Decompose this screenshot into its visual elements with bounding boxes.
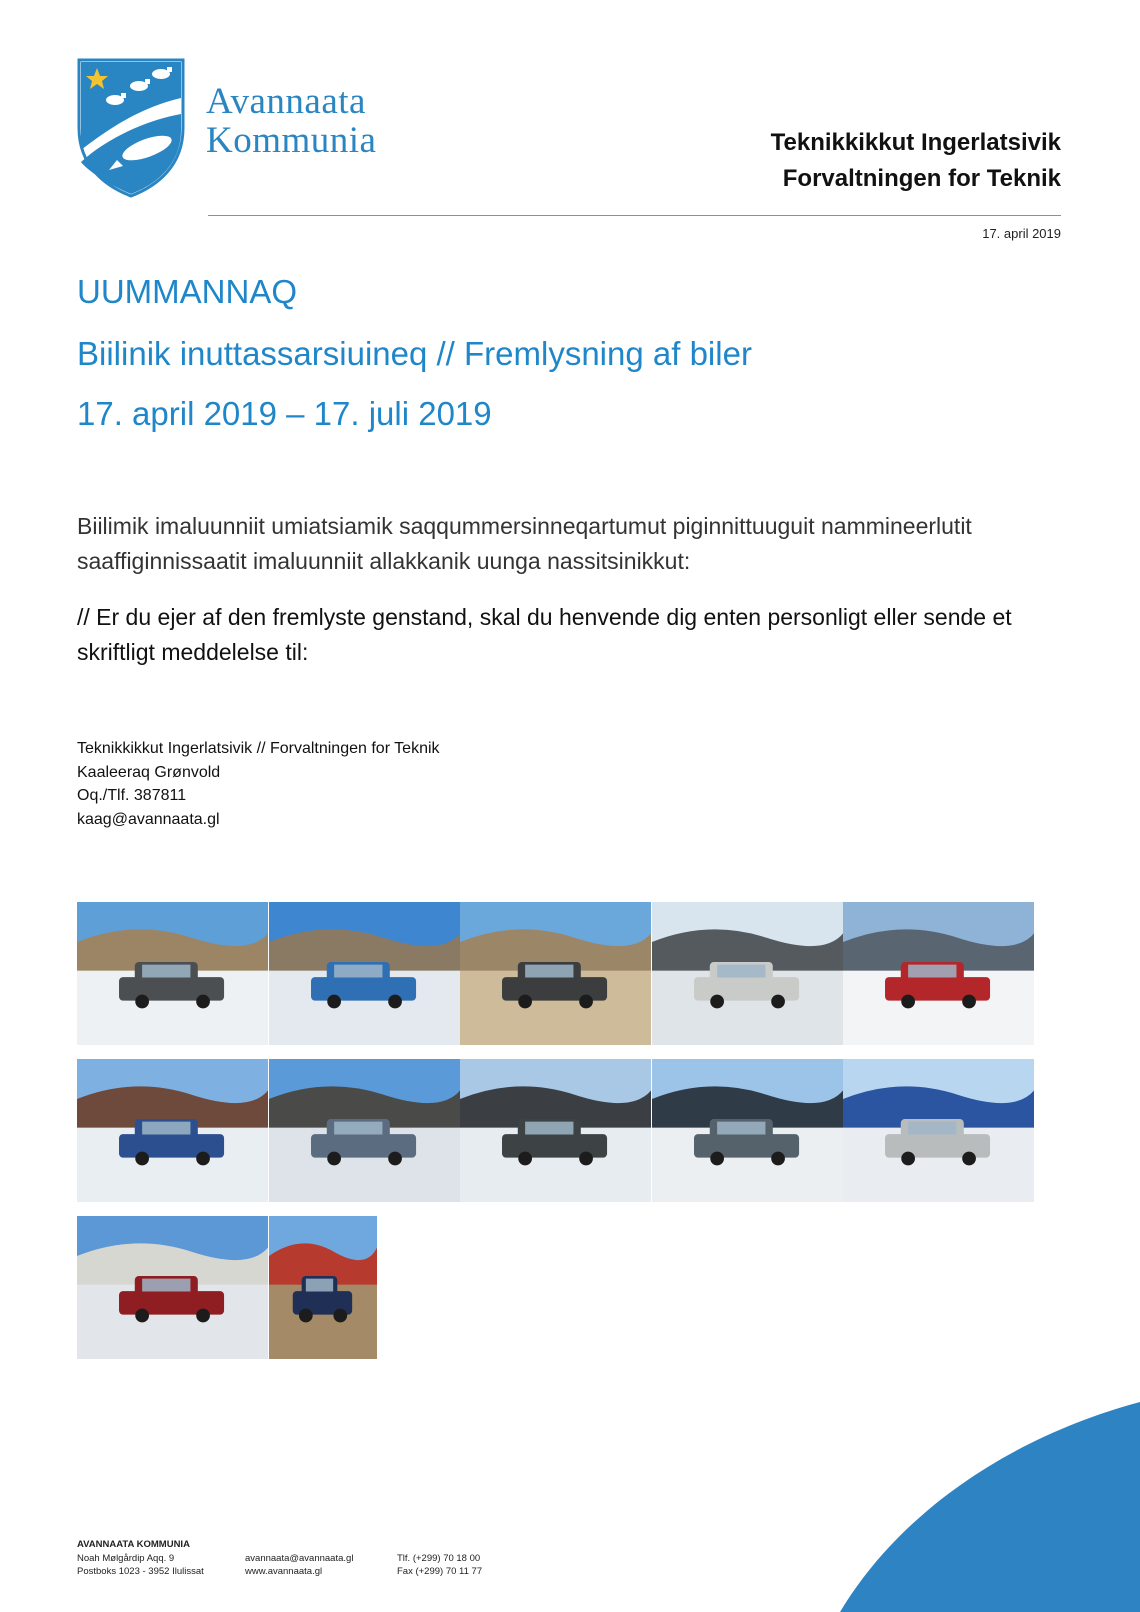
department-name-da: Forvaltningen for Teknik <box>782 165 1061 192</box>
footer-address-column <box>77 1538 204 1579</box>
car-photo-5 <box>843 902 1034 1045</box>
municipality-coat-of-arms <box>77 58 185 198</box>
notice-paragraph-danish: // Er du ejer af den fremlyste genstand, skal du henvende dig enten personligt eller sende et skriftligt meddelelse til: <box>77 604 1012 665</box>
footer-web: www.avannaata.gl <box>245 1566 323 1577</box>
car-photo-6 <box>77 1059 268 1202</box>
logo-line-2: Kommunia <box>206 120 377 161</box>
car-photo-10 <box>843 1059 1034 1202</box>
car-photo-8 <box>460 1059 651 1202</box>
car-photo-11 <box>77 1216 268 1359</box>
title-period: 17. april 2019 – 17. juli 2019 <box>77 395 492 432</box>
department-name-kl: Teknikkikkut Ingerlatsivik <box>770 129 1061 156</box>
footer-phone-column <box>397 1552 482 1579</box>
vehicle-photo-grid <box>77 902 1037 1350</box>
car-photo-12 <box>269 1216 377 1359</box>
document-date: 17. april 2019 <box>982 226 1061 241</box>
car-photo-1 <box>77 902 268 1045</box>
contact-person: Kaaleeraq Grønvold <box>77 763 221 781</box>
logo-line-1: Avannaata <box>206 81 366 122</box>
car-photo-2 <box>269 902 460 1045</box>
department-block <box>771 125 1061 197</box>
contact-email: kaag@avannaata.gl <box>77 810 220 828</box>
car-photo-7 <box>269 1059 460 1202</box>
footer-org-name: AVANNAATA KOMMUNIA <box>77 1539 190 1550</box>
title-heading: Biilinik inuttassarsiuineq // Fremlysning af biler <box>77 335 752 372</box>
footer-online-column <box>245 1552 353 1579</box>
footer-address-line-2: Postboks 1023 - 3952 Ilulissat <box>77 1566 204 1577</box>
notice-paragraph-greenlandic: Biilimik imaluunniit umiatsiamik saqqummersinneqartumut piginnittuuguit nammineerlutit saaffiginnissaatit imaluunniit allakkanik uunga nassitsinikkut: <box>77 513 972 574</box>
contact-office: Teknikkikkut Ingerlatsivik // Forvaltningen for Teknik <box>77 740 440 757</box>
contact-phone: Oq./Tlf. 387811 <box>77 787 187 804</box>
municipality-logo-text <box>206 82 376 160</box>
contact-block <box>77 737 440 831</box>
footer-tel: Tlf. (+299) 70 18 00 <box>397 1552 481 1564</box>
footer-fax: Fax (+299) 70 11 77 <box>397 1566 483 1577</box>
car-photo-4 <box>652 902 843 1045</box>
corner-decoration <box>840 1402 1140 1612</box>
footer-email: avannaata@avannaata.gl <box>245 1552 354 1564</box>
car-photo-9 <box>652 1059 843 1202</box>
footer-address-line-1: Noah Mølgårdip Aqq. 9 <box>77 1552 175 1564</box>
car-photo-3 <box>460 902 651 1045</box>
header-divider <box>208 215 1061 216</box>
title-town: UUMMANNAQ <box>77 273 297 310</box>
